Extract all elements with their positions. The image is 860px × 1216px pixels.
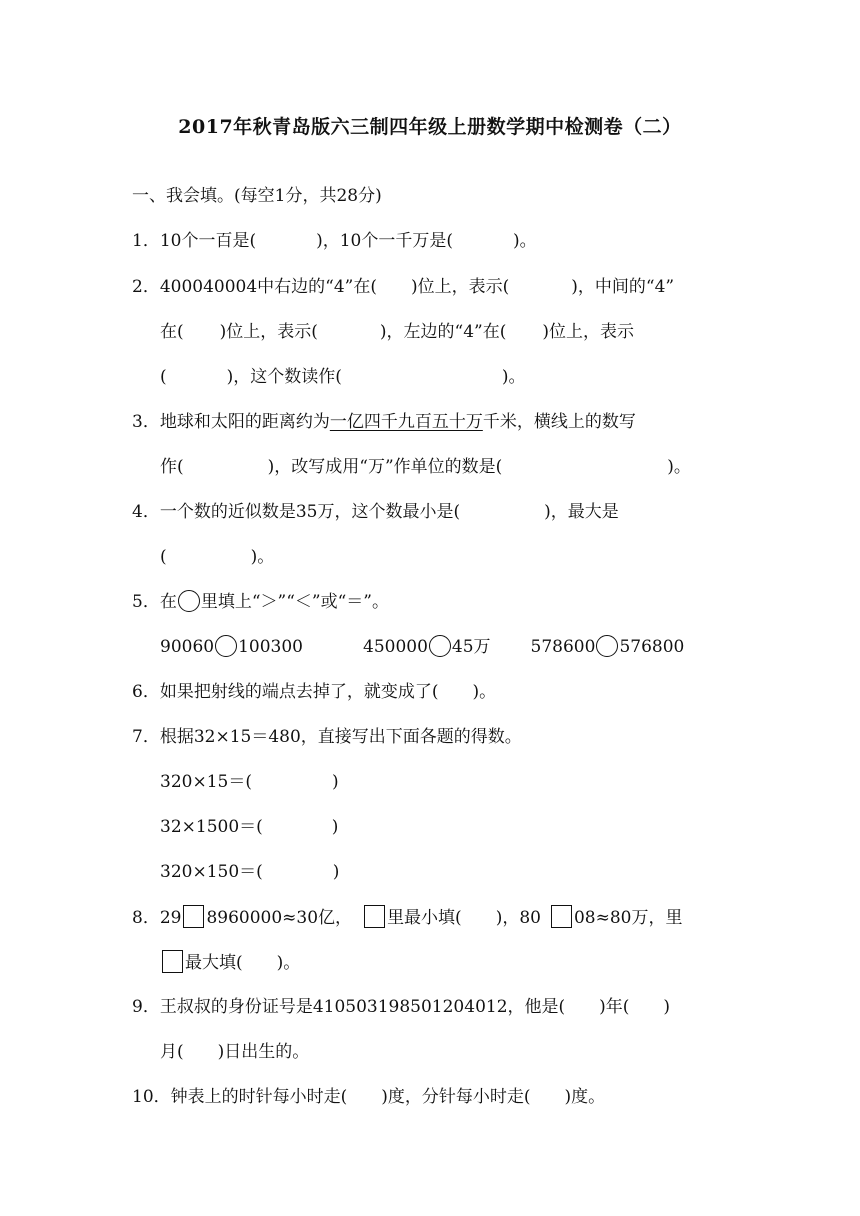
- question-5-line-1: 5．在 里填上“＞”“＜”或“＝”。: [132, 592, 389, 612]
- question-6: 6．如果把射线的端点去掉了，就变成了( )。: [132, 682, 497, 702]
- question-4-line-1: 4．一个数的近似数是35万，这个数最小是( )，最大是: [132, 502, 619, 522]
- compare-circle-icon: [429, 635, 451, 657]
- section-heading: 一、我会填。(每空1分，共28分): [132, 186, 382, 206]
- compare-circle-icon: [215, 635, 237, 657]
- question-2-line-3: ( )，这个数读作( )。: [160, 367, 526, 387]
- question-8-line-1: 8．29 8960000≈30亿， 里最小填( )，80 08≈80万，里: [132, 905, 682, 930]
- question-number: 2．: [132, 277, 160, 297]
- blank-box-icon: [364, 905, 385, 928]
- question-7-row-1: 320×15＝( ): [160, 772, 339, 792]
- question-4-line-2: ( )。: [160, 547, 275, 567]
- question-number: 8．: [132, 908, 160, 928]
- question-3-line-2: 作( )，改写成用“万”作单位的数是( )。: [160, 457, 691, 477]
- question-3-line-1: 3．地球和太阳的距离约为一亿四千九百五十万千米，横线上的数写: [132, 412, 636, 432]
- question-number: 10．: [132, 1087, 171, 1107]
- question-number: 3．: [132, 412, 160, 432]
- question-2-line-2: 在( )位上，表示( )，左边的“4”在( )位上，表示: [160, 322, 635, 342]
- question-9-line-1: 9．王叔叔的身份证号是410503198501204012，他是( )年( ): [132, 997, 671, 1017]
- question-2-line-1: 2．400040004中右边的“4”在( )位上，表示( )，中间的“4”: [132, 277, 675, 297]
- blank-box-icon: [183, 905, 204, 928]
- question-number: 7．: [132, 727, 160, 747]
- question-7-row-3: 320×150＝( ): [160, 862, 340, 882]
- blank-box-icon: [551, 905, 572, 928]
- question-10: 10．钟表上的时针每小时走( )度，分针每小时走( )度。: [132, 1087, 606, 1107]
- question-number: 9．: [132, 997, 160, 1017]
- page-title: 2017年秋青岛版六三制四年级上册数学期中检测卷（二）: [178, 116, 682, 138]
- question-number: 5．: [132, 592, 160, 612]
- question-1: 1．10个一百是( )，10个一千万是( )。: [132, 231, 537, 251]
- question-number: 4．: [132, 502, 160, 522]
- question-number: 6．: [132, 682, 160, 702]
- question-7: 7．根据32×15＝480，直接写出下面各题的得数。: [132, 727, 522, 747]
- blank-box-icon: [162, 950, 183, 973]
- question-9-line-2: 月( )日出生的。: [160, 1042, 310, 1062]
- underlined-number: 一亿四千九百五十万: [329, 412, 483, 432]
- compare-circle-icon: [596, 635, 618, 657]
- question-5-line-2: 90060 100300 450000 45万 578600 576800: [160, 637, 685, 657]
- compare-circle-icon: [178, 590, 200, 612]
- question-7-row-2: 32×1500＝( ): [160, 817, 339, 837]
- question-number: 1．: [132, 231, 160, 251]
- question-8-line-2: 最大填( )。: [160, 950, 300, 975]
